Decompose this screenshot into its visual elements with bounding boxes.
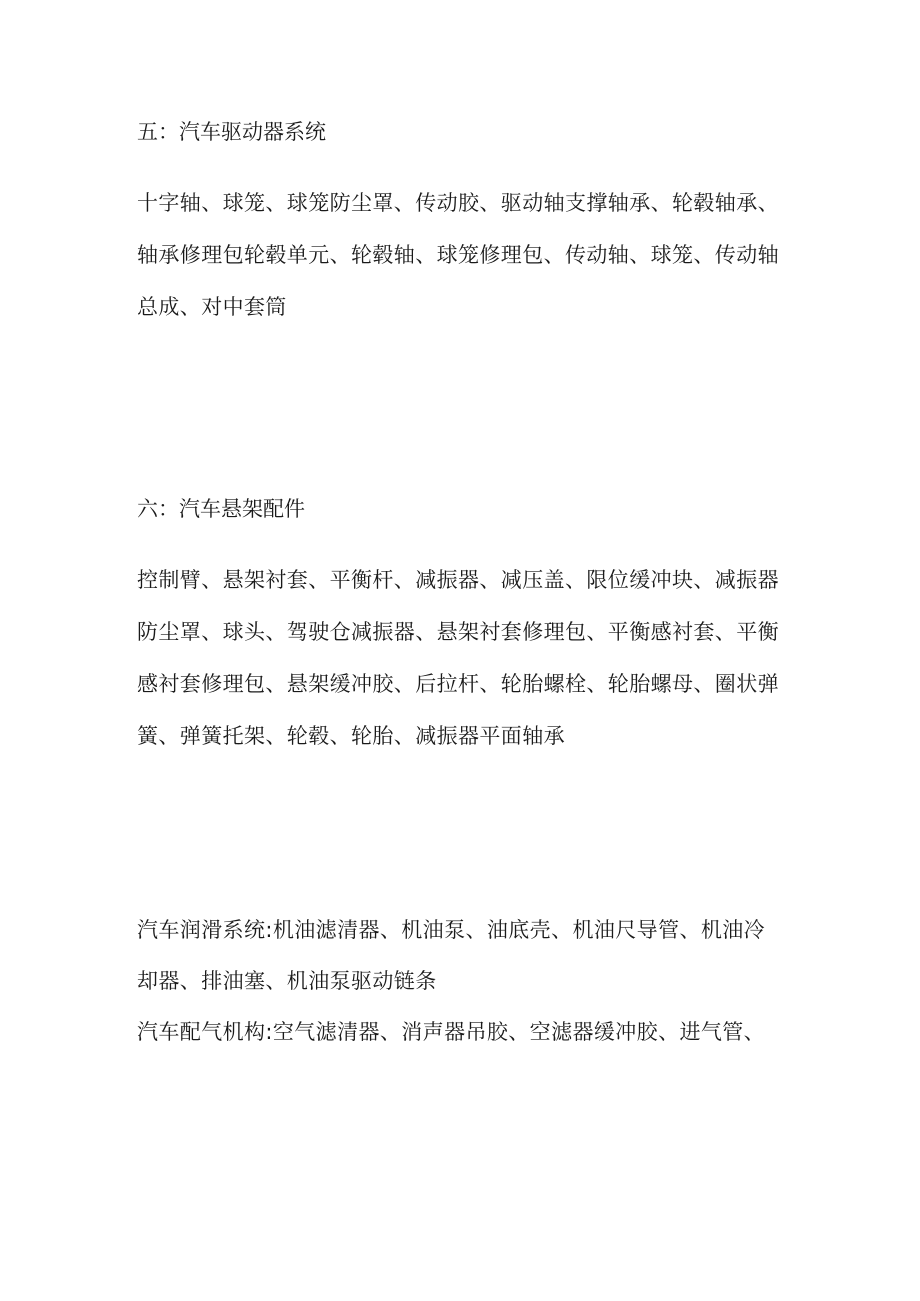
- lubrication-line-1: 汽车润滑系统:机油滤清器、机油泵、油底壳、机油尺导管、机油冷: [137, 918, 766, 942]
- section-6-line-4: 簧、弹簧托架、轮毂、轮胎、减振器平面轴承: [137, 724, 565, 748]
- section-5-body: [137, 177, 797, 333]
- section-5-line-3: 总成、对中套筒: [137, 295, 287, 319]
- section-6-heading: 六：汽车悬架配件: [137, 497, 305, 521]
- lubrication-and-valve-body: [137, 905, 797, 1058]
- lubrication-line-2: 却器、排油塞、机油泵驱动链条: [137, 969, 437, 993]
- section-6-line-3: 感衬套修理包、悬架缓冲胶、后拉杆、轮胎螺栓、轮胎螺母、圈状弹: [137, 672, 779, 696]
- section-5-line-2: 轴承修理包轮毂单元、轮毂轴、球笼修理包、传动轴、球笼、传动轴: [137, 243, 779, 267]
- section-5-line-1: 十字轴、球笼、球笼防尘罩、传动胶、驱动轴支撑轴承、轮毂轴承、: [137, 191, 779, 215]
- section-6-line-1: 控制臂、悬架衬套、平衡杆、减振器、减压盖、限位缓冲块、减振器: [137, 568, 779, 592]
- section-6-line-2: 防尘罩、球头、驾驶仓减振器、悬架衬套修理包、平衡感衬套、平衡: [137, 620, 779, 644]
- valve-train-line-1: 汽车配气机构:空气滤清器、消声器吊胶、空滤器缓冲胶、进气管、: [137, 1020, 766, 1044]
- section-6-body: [137, 554, 797, 762]
- section-5-heading: 五：汽车驱动器系统: [137, 120, 326, 144]
